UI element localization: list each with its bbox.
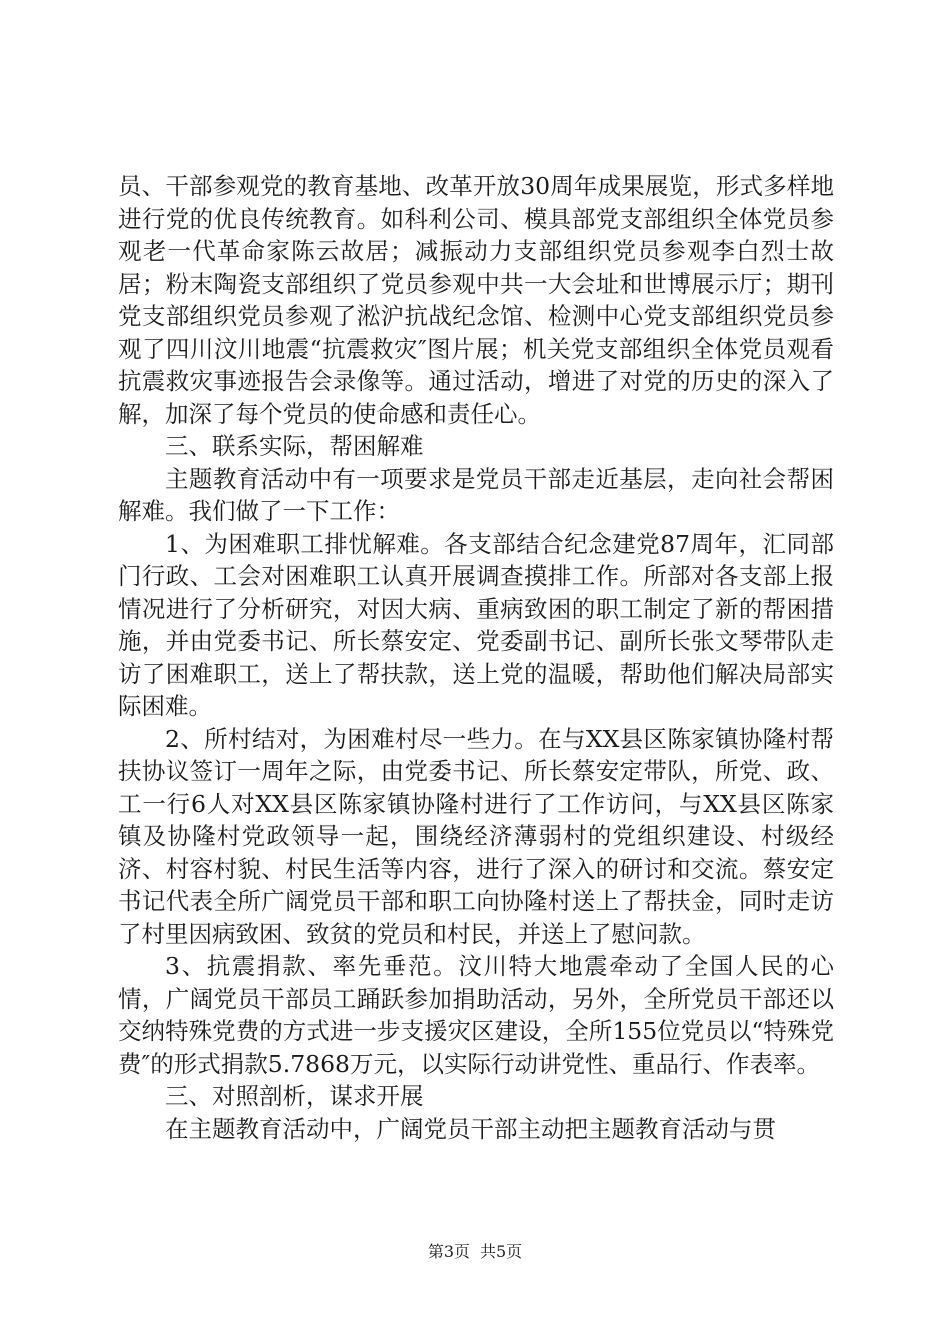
- body-paragraph-2: 主题教育活动中有一项要求是党员干部走近基层，走向社会帮困解难。我们做了一下工作：: [118, 464, 834, 525]
- page-total: 共5页: [480, 1242, 523, 1261]
- section-heading-analysis: 三、对照剖析，谋求开展: [165, 1082, 424, 1110]
- body-paragraph-6: 在主题教育活动中，广阔党员干部主动把主题教育活动与贯: [165, 1114, 776, 1143]
- body-paragraph-1: 员、干部参观党的教育基地、改革开放30周年成果展览，形式多样地进行党的优良传统教育。如科利公司、模具部党支部组织全体党员参观老一代革命家陈云故居；减振动力支部组织党员参观李白烈士故居；粉末陶瓷支部组织了党员参观中共一大会址和世博展示厅；期刊党支部组织党员参观了淞沪抗战纪念馆、检测中心党支部组织党员参观了四川汶川地震“抗震救灾″图片展；机关党支部组织全体党员观看抗震救灾事迹报告会录像等。通过活动，增进了对党的历史的深入了解，加深了每个党员的使命感和责任心。: [118, 172, 834, 428]
- body-paragraph-5: 3、抗震捐款、率先垂范。汶川特大地震牵动了全国人民的心情，广阔党员干部员工踊跃参加捐助活动，另外，全所党员干部还以交纳特殊党费的方式进一步支援灾区建设，全所155位党员以“特殊党费″的形式捐款5.7868万元，以实际行动讲党性、重品行、作表率。: [118, 952, 834, 1078]
- document-body: [118, 170, 834, 1145]
- body-paragraph-4: 2、所村结对，为困难村尽一些力。在与XX县区陈家镇协隆村帮扶协议签订一周年之际，由党委书记、所长蔡安定带队，所党、政、工一行6人对XX县区陈家镇协隆村进行了工作访问，与XX县区陈家镇及协隆村党政领导一起，围绕经济薄弱村的党组织建设、村级经济、村容村貌、村民生活等内容，进行了深入的研讨和交流。蔡安定书记代表全所广阔党员干部和职工向协隆村送上了帮扶金，同时走访了村里因病致困、致贫的党员和村民，并送上了慰问款。: [118, 724, 834, 948]
- page-number: 第3页: [427, 1242, 470, 1261]
- body-paragraph-3: 1、为困难职工排忧解难。各支部结合纪念建党87周年，汇同部门行政、工会对困难职工认真开展调查摸排工作。所部对各支部上报情况进行了分析研究，对因大病、重病致困的职工制定了新的帮困措施，并由党委书记、所长蔡安定、党委副书记、副所长张文琴带队走访了困难职工，送上了帮扶款，送上党的温暖，帮助他们解决局部实际困难。: [118, 529, 834, 720]
- section-heading-liaison: 三、联系实际，帮困解难: [165, 432, 424, 460]
- page-footer: [0, 1242, 950, 1262]
